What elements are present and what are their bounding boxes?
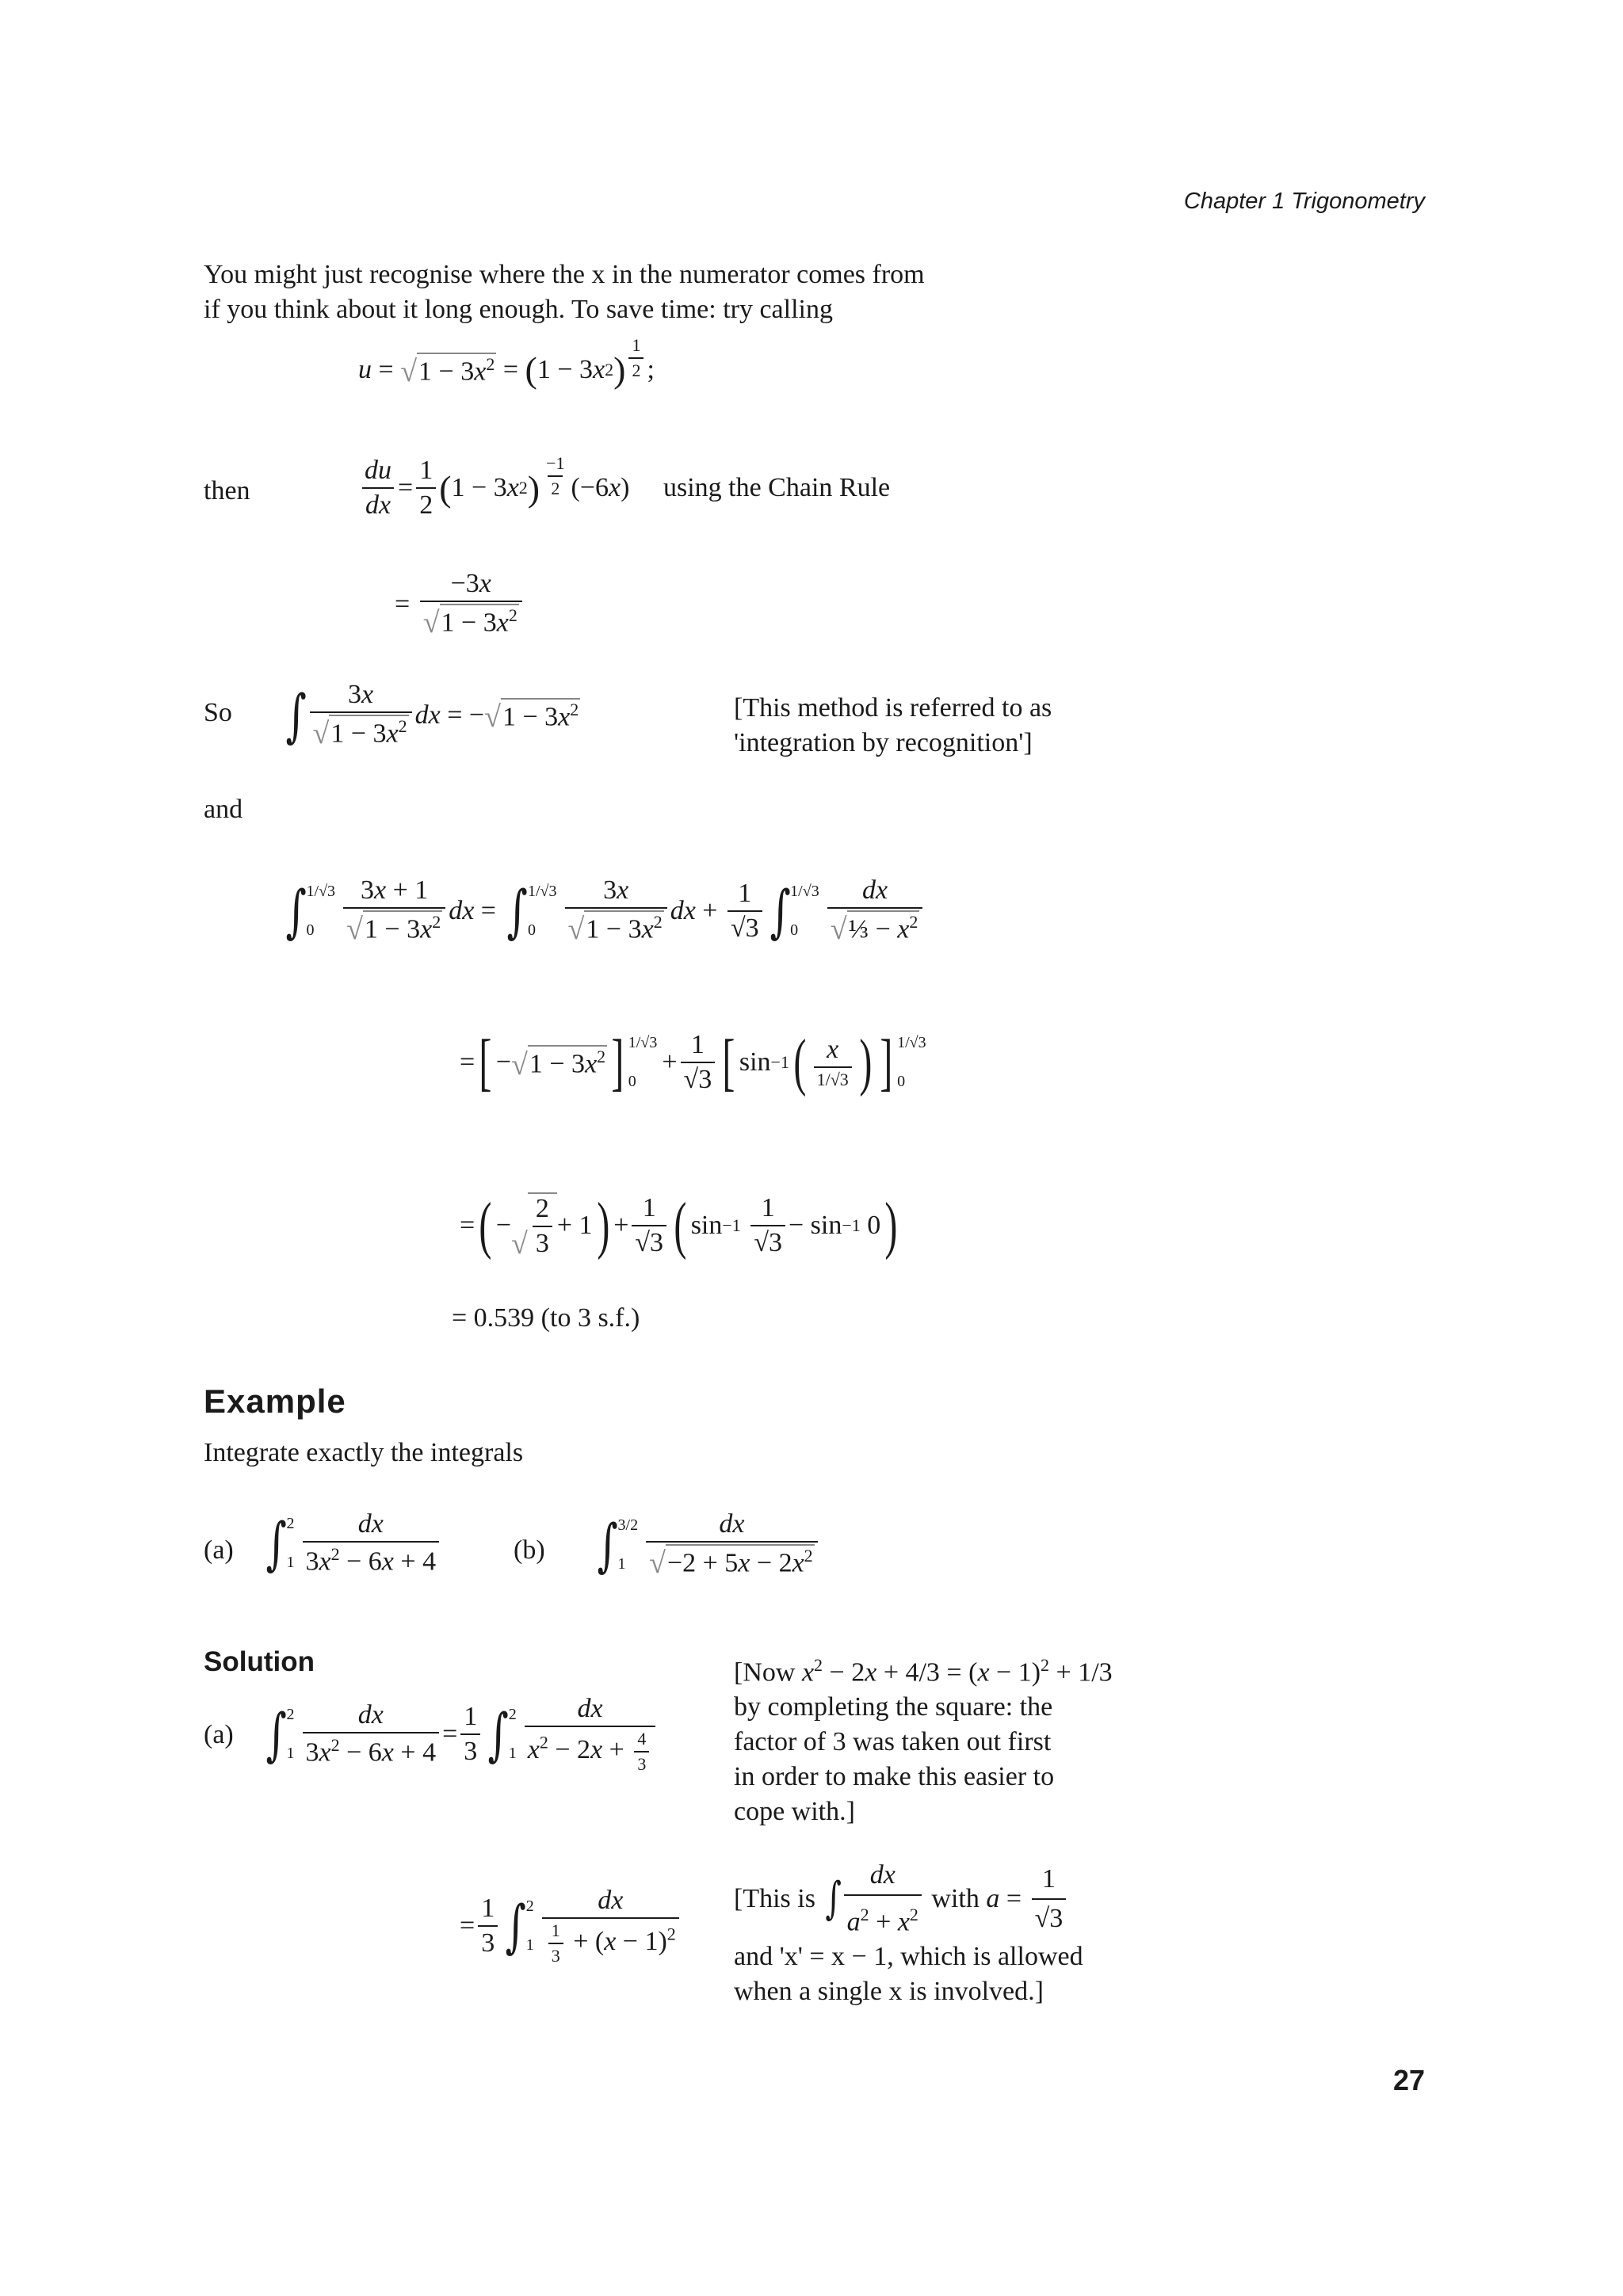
label-so: So [204, 698, 232, 727]
note-with-label: with [931, 1883, 980, 1913]
solution-integral-a: ∫ 2 1 $\frac{dx}{3x^2 - 6x + 4}$ = $\frac{1}{3}$ ∫ 2 1 dx $x^2 - 2x$ + $\frac{4}{3}$ [262, 1694, 659, 1775]
example-label-a: (a) [204, 1535, 234, 1565]
solution-heading: Solution [204, 1646, 315, 1677]
solution-label-a: (a) [204, 1720, 234, 1749]
note-standard-form-line-1: [This is ∫ $\frac{dx}{a^2 + x^2}$ with a = $\frac{1}{√3}$ [734, 1858, 1083, 1939]
note-recognition-line-1: [This method is referred to as [734, 693, 1052, 723]
equation-integral-recognition: ∫ 3x √ $1 - 3x^2$ dx = − √ $1 - 3x^2$ [285, 680, 579, 751]
equation-du-dx-simplified: = −3x √ $1 - 3x^2$ [395, 569, 525, 639]
chain-rule-note: using the Chain Rule [663, 473, 891, 502]
note-complete-square-line-1: [Now $x^2 - 2x + 4/3 = (x - 1)^2 + 1/3$ [734, 1655, 1113, 1688]
note-standard-form-line-3: when a single x is involved.] [734, 1977, 1044, 2007]
label-then: then [204, 476, 250, 505]
note-complete-square-line-3: factor of 3 was taken out first [734, 1727, 1052, 1757]
solution-integral-a-step2: = $\frac{1}{3}$ ∫ 2 1 dx $\frac{1}{3}$ + $(x - 1)^2$ [460, 1886, 682, 1966]
note-complete-square [734, 1648, 1113, 1829]
example-prompt: Integrate exactly the integrals [204, 1438, 524, 1467]
intro-line-1: You might just recognise where the x in the numerator comes from [204, 260, 925, 289]
note-this-is-label: [This is [734, 1883, 815, 1913]
label-and: and [204, 795, 243, 824]
example-integral-a: ∫ 2 1 $\frac{dx}{3x^2 - 6x + 4}$ [262, 1509, 442, 1577]
example-heading: Example [204, 1383, 346, 1420]
note-recognition-line-2: 'integration by recognition'] [734, 728, 1033, 757]
intro-line-2: if you think about it long enough. To save time: try calling [204, 295, 833, 324]
equation-du-dx: $\frac{du}{dx}$ = $\frac{1}{2}$ ( 1 − 3 x 2 ) $\frac{-1}{2}$ (−6 x ) using the Chain Rule [358, 456, 890, 521]
page-number: 27 [1392, 2064, 1425, 2096]
equation-substituted: = ( − √ $\frac{2}{3}$ + 1 ) + $\frac{1}{√3}$ ( sin −1 $\frac{1}{√3}$ − sin −1 0 ) [460, 1191, 898, 1261]
intro-paragraph [204, 257, 925, 327]
note-complete-square-line-2: by completing the square: the [734, 1692, 1053, 1722]
example-label-b: (b) [514, 1535, 545, 1565]
note-standard-form-line-2: and 'x' = x − 1, which is allowed [734, 1942, 1083, 1972]
note-standard-form [734, 1858, 1083, 2009]
equation-u-definition: u = √ $1 - 3x^2$ = ( 1 − 3 x 2 ) $\frac{1}{2}$ ; [358, 334, 655, 390]
equation-definite-integral-split: ∫ 1/√3 0 3x + 1 √ $1 - 3x^2$ dx = ∫ 1/√3 0 3x √ $1 - 3x^2$ dx + $\frac{1}{√3}$ ∫ 1/√3 0 dx √ ⅓ − $x^2$ [281, 875, 926, 946]
result-value: = 0.539 (to 3 s.f.) [452, 1303, 640, 1333]
note-complete-square-line-5: cope with.] [734, 1797, 855, 1827]
note-recognition [734, 691, 1052, 761]
note-complete-square-line-4: in order to make this easier to [734, 1762, 1055, 1792]
example-integral-b: ∫ 3/2 1 dx √ $-2 + 5x - 2x^2$ [593, 1509, 821, 1580]
equation-evaluated-brackets: = [ − √ $1 - 3x^2$ ] 1/√3 0 + $\frac{1}{√3}$ [ sin −1 ( $\frac{x}{1/√3}$ ) ] 1/√3 0 [460, 1028, 926, 1097]
chapter-header: Chapter 1 Trigonometry [1183, 189, 1425, 214]
